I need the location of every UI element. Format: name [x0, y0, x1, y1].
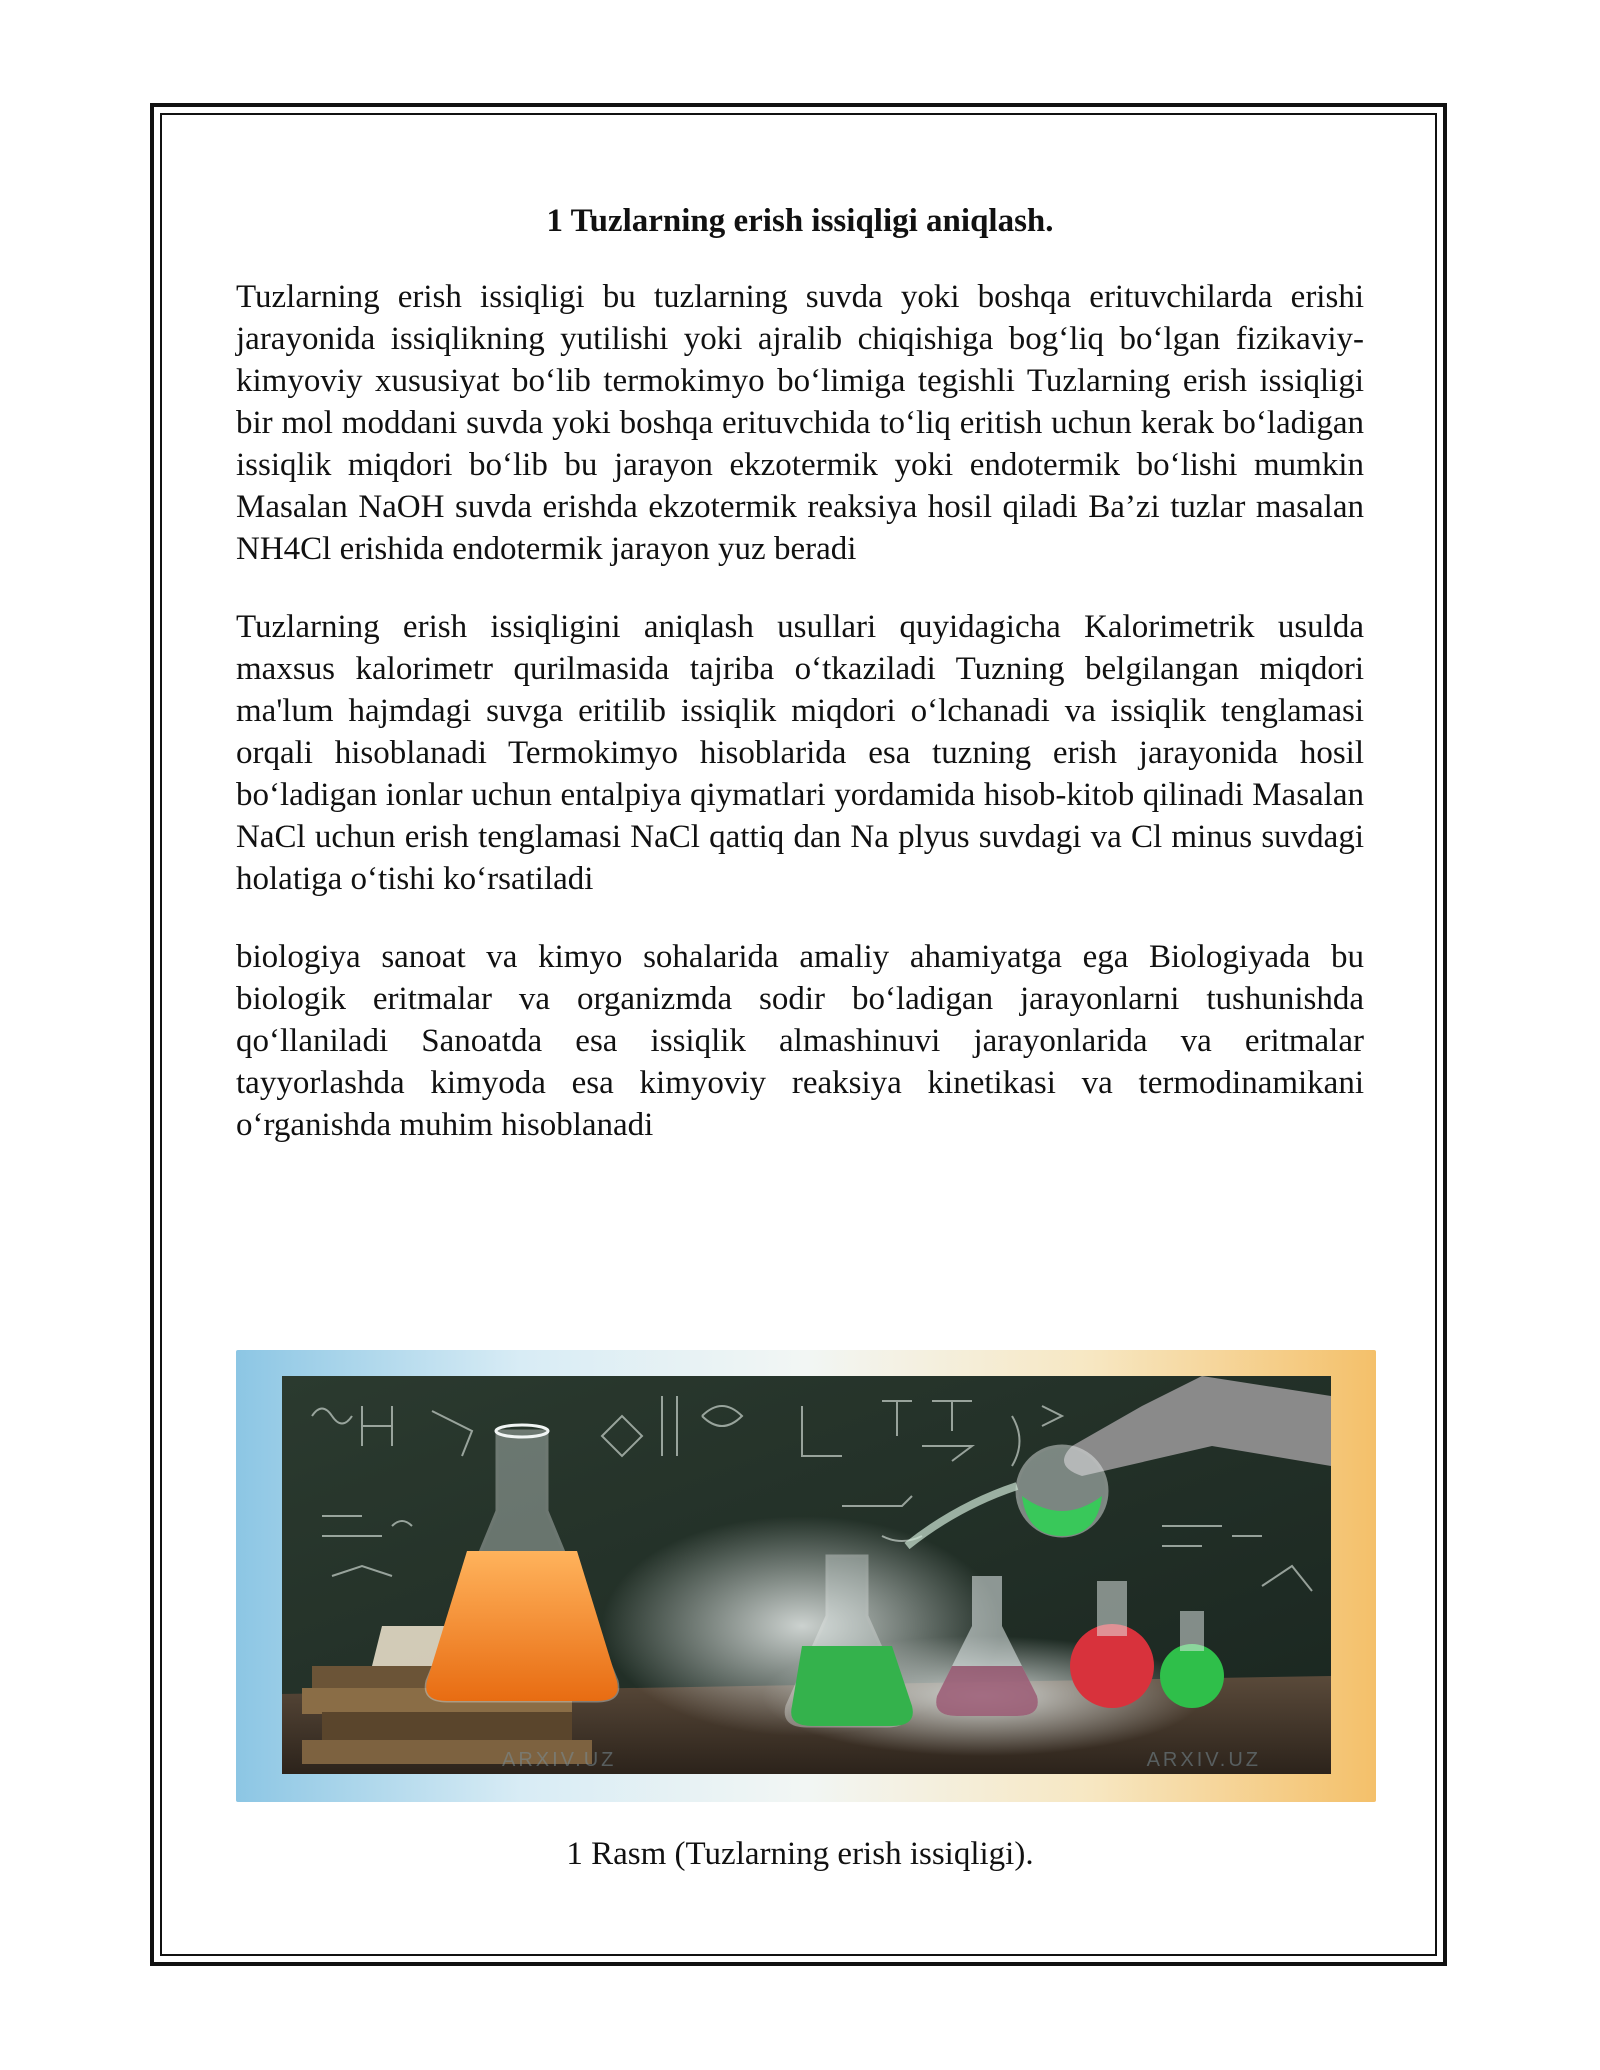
paragraph-3: biologiya sanoat va kimyo sohalarida amaliy ahamiyatga ega Biologiyada bu biologik eritmalar va organizmda sodir bo‘ladigan jarayonlarni tushunishda qo‘llaniladi Sanoatda esa issiqlik almashinuvi jarayonlarida va eritmalar tayyorlashda kimyoda esa kimyoviy reaksiya kinetikasi va termodinamikani o‘rganishda muhim hisoblanadi — [236, 939, 1364, 1143]
watermark-right: ARXIV.UZ — [1146, 1749, 1261, 1771]
figure-frame — [236, 1350, 1376, 1802]
chemistry-lab-illustration — [282, 1376, 1331, 1774]
document-body — [236, 196, 1364, 1182]
paragraph-1: Tuzlarning erish issiqligi bu tuzlarning suvda yoki boshqa erituvchilarda erishi jarayonida issiqlikning yutilishi yoki ajralib chiqishiga bog‘liq bo‘lgan fizikaviy-kimyoviy xususiyat bo‘lib termokimyo bo‘limiga tegishli Tuzlarning erish issiqligi bir mol moddani suvda yoki boshqa erituvchida to‘liq eritish uchun kerak bo‘ladigan issiqlik miqdori bo‘lib bu jarayon ekzotermik yoki endotermik bo‘lishi mumkin Masalan NaOH suvda erishda ekzotermik reaksiya hosil qiladi Ba’zi tuzlar masalan NH4Cl erishida endotermik jarayon yuz beradi — [236, 279, 1364, 567]
figure-caption: 1 Rasm (Tuzlarning erish issiqligi). — [566, 1836, 1034, 1872]
chemistry-lab-image — [282, 1376, 1331, 1774]
paragraph-2: Tuzlarning erish issiqligini aniqlash usullari quyidagicha Kalorimetrik usulda maxsus kalorimetr qurilmasida tajriba o‘tkaziladi Tuzning belgilangan miqdori ma'lum hajmdagi suvga eritilib issiqlik miqdori o‘lchanadi va issiqlik tenglamasi orqali hisoblanadi Termokimyo hisoblarida esa tuzning erish jarayonida hosil bo‘ladigan ionlar uchun entalpiya qiymatlari yordamida hisob-kitob qilinadi Masalan NaCl uchun erish tenglamasi NaCl qattiq dan Na plyus suvdagi va Cl minus suvdagi holatiga o‘tishi ko‘rsatiladi — [236, 609, 1364, 897]
document-title: 1 Tuzlarning erish issiqligi aniqlash. — [546, 203, 1054, 239]
watermark-left: ARXIV.UZ — [502, 1749, 617, 1771]
